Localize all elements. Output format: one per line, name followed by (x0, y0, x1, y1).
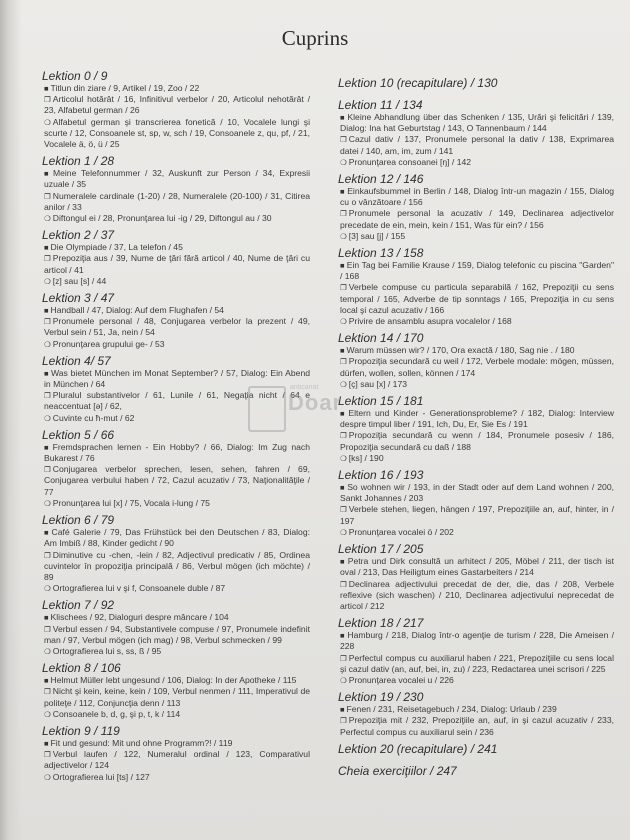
circle-icon: ❍ (44, 498, 51, 508)
topic-text: Pronunţarea consoanei [ŋ] / 142 (348, 156, 472, 167)
lesson-topic-line (340, 482, 614, 504)
lesson-topic-line (340, 579, 614, 613)
toc-lesson-entry (338, 394, 614, 464)
circle-icon: ❍ (44, 584, 51, 594)
topic-text: Pronumele personal la acuzativ / 149, Declinarea adjectivelor precedate de ein, mein, kein / 151, Was für ein? / 156 (340, 208, 614, 230)
lesson-topic-line (44, 646, 310, 657)
topic-text: Verbul laufen / 122, Numeralul ordinal / 123, Comparativul adjectivelor / 124 (44, 749, 310, 771)
lesson-topic-line (44, 83, 310, 94)
lesson-topic-line (340, 112, 614, 134)
lesson-topic-line (44, 339, 310, 350)
open-square-icon: ❐ (44, 317, 51, 327)
lesson-title: Cheia exerciţiilor / 247 (338, 763, 457, 778)
lesson-topic-line (340, 453, 614, 464)
filled-square-icon: ■ (340, 187, 346, 197)
open-square-icon: ❐ (44, 750, 51, 760)
lesson-topic-line (340, 430, 614, 452)
lesson-topic-line (44, 464, 310, 498)
lesson-topic-line (340, 260, 614, 282)
topic-text: [z] sau [s] / 44 (52, 275, 107, 286)
toc-lesson-entry (338, 468, 614, 538)
circle-icon: ❍ (44, 646, 51, 656)
toc-lesson-entry (42, 291, 310, 350)
filled-square-icon: ■ (44, 442, 51, 452)
filled-square-icon: ■ (44, 368, 49, 378)
toc-lesson-entry (338, 76, 614, 90)
circle-icon: ❍ (340, 675, 347, 685)
toc-lesson-entry (42, 228, 310, 287)
topic-text: Handball / 47, Dialog: Auf dem Flughafen / 54 (50, 305, 224, 316)
open-square-icon: ❐ (44, 687, 51, 697)
topic-text: Fremdsprachen lernen - Ein Hobby? / 66, Dialog: Im Zug nach Bukarest / 76 (44, 441, 311, 464)
toc-lesson-entry (42, 661, 310, 720)
lesson-title: Lektion 8 / 106 (42, 661, 121, 676)
lesson-topic-line (340, 208, 614, 230)
open-square-icon: ❐ (340, 283, 347, 293)
topic-text: Diftongul ei / 28, Pronunţarea lui -ig / 29, Diftongul au / 30 (52, 213, 272, 224)
topic-text: Die Olympiade / 37, La telefon / 45 (50, 242, 183, 253)
lesson-topic-line (44, 675, 310, 686)
topic-text: Hamburg / 218, Dialog într-o agenţie de turism / 228, Die Ameisen / 228 (340, 630, 614, 652)
filled-square-icon: ■ (44, 738, 49, 748)
toc-lesson-entry (42, 724, 310, 783)
topic-text: Ortografierea lui v şi f, Consoanele duble / 87 (52, 583, 226, 594)
open-square-icon: ❐ (44, 465, 51, 475)
topic-text: Alfabetul german şi transcrierea fonetică / 10, Vocalele lungi şi scurte / 12, Consoanele st, sp, w, sch / 19, Consoanele z, qu, pf, / 21, Vocalele ä, ö, ü / 25 (44, 116, 310, 150)
toc-right-column (338, 76, 614, 786)
watermark-text: Doar (288, 390, 343, 415)
lesson-title: Lektion 1 / 28 (42, 154, 115, 169)
lesson-topic-line (340, 630, 614, 652)
lesson-topic-line (44, 709, 310, 720)
lesson-topic-line (340, 653, 614, 675)
circle-icon: ❍ (44, 772, 51, 782)
toc-lesson-entry (338, 172, 614, 242)
lesson-topic-line (340, 282, 614, 316)
lesson-topic-line (44, 738, 310, 749)
topic-text: Perfectul compus cu auxiliarul haben / 221, Prepoziţiile cu sens local şi cazul dativ (an, auf, bei, in, zu) / 223, Redactarea unei scrisori / 225 (340, 652, 614, 674)
filled-square-icon: ■ (340, 631, 346, 641)
topic-text: [3] sau [j] / 155 (348, 230, 406, 241)
lesson-topic-line (340, 157, 614, 168)
topic-text: Eltern und Kinder - Generationsprobleme? / 182, Dialog: Interview despre timpul liber / 191, Ich, Du, Er, Sie Es / 191 (340, 408, 614, 430)
topic-text: Pronunţarea lui [x] / 75, Vocala i-lung / 75 (52, 497, 210, 508)
circle-icon: ❍ (340, 231, 347, 241)
lesson-title: Lektion 17 / 205 (338, 542, 424, 557)
topic-text: Ein Tag bei Familie Krause / 159, Dialog telefonic cu piscina "Garden" / 168 (340, 260, 614, 282)
topic-text: Diminutive cu -chen, -lein / 82, Adjectivul predicativ / 85, Ordinea cuvintelor în propoziţia principală / 86, Verbul mögen (ich möchte) / 89 (44, 549, 310, 582)
lesson-topic-line (340, 408, 614, 430)
filled-square-icon: ■ (44, 306, 49, 316)
open-square-icon: ❐ (340, 431, 347, 441)
filled-square-icon: ■ (340, 409, 347, 419)
lesson-title: Lektion 7 / 92 (42, 598, 115, 613)
lesson-topic-line (44, 305, 310, 316)
lesson-title: Lektion 14 / 170 (338, 331, 424, 346)
circle-icon: ❍ (44, 339, 51, 349)
lesson-title: Lektion 2 / 37 (42, 228, 115, 243)
filled-square-icon: ■ (44, 169, 51, 179)
toc-lesson-entry (42, 598, 310, 657)
lesson-topic-line (44, 527, 310, 549)
lesson-topic-line (44, 686, 310, 708)
topic-text: Titlun din ziare / 9, Artikel / 19, Zoo / 22 (50, 83, 200, 93)
filled-square-icon: ■ (340, 483, 346, 493)
topic-text: Verbele compuse cu particula separabilă / 162, Prepoziţii cu sens temporal / 165, Adverbe de tip sonntags / 165, Prepoziţia in cu sens local şi cazul acuzativ / 166 (340, 282, 614, 315)
toc-lesson-entry (338, 331, 614, 390)
open-square-icon: ❐ (340, 505, 347, 515)
topic-text: Petra und Dirk consultă un arhitect / 205, Möbel / 211, der tisch ist oval / 213, Das Heiligtum eines Gastarbeiters / 214 (340, 556, 614, 578)
open-square-icon: ❐ (44, 95, 51, 105)
toc-lesson-entry (338, 616, 614, 686)
topic-text: [ç] sau [x] / 173 (348, 378, 408, 389)
lesson-title: Lektion 16 / 193 (338, 468, 424, 483)
lesson-title: Lektion 12 / 146 (338, 172, 424, 187)
lesson-topic-line (44, 772, 310, 783)
lesson-topic-line (44, 498, 310, 509)
open-square-icon: ❐ (44, 624, 51, 634)
topic-text: Helmut Müller lebt ungesund / 106, Dialog: In der Apotheke / 115 (50, 675, 297, 686)
filled-square-icon: ■ (44, 676, 49, 686)
topic-text: So wohnen wir / 193, in der Stadt oder auf dem Land wohnen / 200, Sankt Johannes / 203 (340, 482, 614, 504)
topic-text: Einkaufsbummel in Berlin / 148, Dialog într-un magazin / 155, Dialog cu o vânzătoare / 156 (340, 186, 614, 208)
toc-lesson-entry (338, 742, 614, 756)
filled-square-icon: ■ (44, 84, 49, 93)
topic-text: Meine Telefonnummer / 32, Auskunft zur Person / 34, Expresii uzuale / 35 (44, 168, 310, 190)
lesson-topic-line (44, 624, 310, 646)
lesson-topic-line (44, 94, 310, 116)
lesson-topic-line (340, 186, 614, 208)
lesson-topic-line (44, 168, 310, 190)
lesson-title: Lektion 10 (recapitulare) / 130 (338, 76, 498, 90)
page-title: Cuprins (281, 26, 349, 50)
lesson-topic-line (340, 134, 614, 156)
topic-text: Declinarea adjectivului precedat de der, die, das / 208, Verbele reflexive (sich waschen) / 210, Declinarea adjectivului neprecedat de articol / 212 (340, 578, 614, 611)
lesson-title: Lektion 5 / 66 (42, 427, 115, 442)
watermark (248, 380, 366, 436)
topic-text: Propoziţia secundară cu weil / 172, Verbele modale: mögen, müssen, dürfen, wollen, sollen, können / 174 (340, 356, 614, 378)
topic-text: Ortografierea lui s, ss, ß / 95 (52, 645, 162, 656)
topic-text: Ortografierea lui [ts] / 127 (52, 771, 150, 782)
open-square-icon: ❐ (44, 191, 51, 201)
topic-text: Conjugarea verbelor sprechen, lesen, sehen, fahren / 69, Conjugarea verbului haben / 72, Cazul acuzativ / 73, Naţionalităţile / 77 (44, 464, 310, 497)
toc-lesson-entry (338, 542, 614, 612)
lesson-title: Lektion 15 / 181 (338, 394, 424, 409)
topic-text: Pronunţarea vocalei ö / 202 (348, 526, 454, 537)
lesson-topic-line (44, 276, 310, 287)
topic-text: Pronunţarea grupului ge- / 53 (52, 338, 165, 349)
lesson-topic-line (44, 442, 310, 464)
circle-icon: ❍ (340, 379, 347, 389)
circle-icon: ❍ (44, 214, 51, 224)
topic-text: Klischees / 92, Dialoguri despre mâncare / 104 (50, 612, 229, 623)
lesson-title: Lektion 0 / 9 (42, 69, 108, 83)
lesson-title: Lektion 6 / 79 (42, 513, 115, 528)
lesson-topic-line (44, 117, 310, 151)
lesson-title: Lektion 4/ 57 (42, 353, 111, 368)
lesson-topic-line (44, 612, 310, 623)
open-square-icon: ❐ (340, 579, 347, 589)
filled-square-icon: ■ (44, 528, 50, 538)
circle-icon: ❍ (340, 317, 347, 327)
watermark-small-text: anticariat (290, 384, 319, 391)
open-square-icon: ❐ (340, 653, 347, 663)
topic-text: Nicht şi kein, keine, kein / 109, Verbul nenmen / 111, Imperativul de politeţe / 112, Conjuncţia denn / 113 (44, 686, 310, 708)
toc-lesson-entry (42, 513, 310, 594)
toc-lesson-entry (42, 69, 310, 150)
lesson-topic-line (340, 527, 614, 538)
open-square-icon: ❐ (340, 357, 347, 367)
circle-icon: ❍ (44, 117, 51, 127)
lesson-topic-line (340, 379, 614, 390)
topic-text: Privire de ansamblu asupra vocalelor / 168 (348, 316, 512, 327)
lesson-topic-line (44, 213, 310, 224)
filled-square-icon: ■ (44, 243, 49, 253)
topic-text: Verbele stehen, liegen, hängen / 197, Prepoziţiile an, auf, hinter, in / 197 (340, 504, 614, 526)
lesson-title: Lektion 11 / 134 (338, 98, 423, 112)
topic-text: Pluralul substantivelor / 61, Lunile / 61, Negaţia nicht / 64 e neaccentuat [ə] / 62, (44, 390, 310, 412)
lesson-topic-line (340, 316, 614, 327)
topic-text: Articolul hotărât / 16, Infinitivul verbelor / 20, Articolul nehotărât / 23, Alfabetul german / 26 (44, 94, 310, 116)
topic-text: [ks] / 190 (348, 452, 384, 463)
topic-text: Verbul essen / 94, Substantivele compuse / 97, Pronumele indefinit man / 97, Verbul mögen (ich mag) / 98, Verbul schmecken / 99 (44, 623, 310, 645)
lesson-topic-line (44, 749, 310, 771)
topic-text: Cazul dativ / 137, Pronumele personal la dativ / 138, Exprimarea datei / 140, am, im, zum / 141 (340, 134, 614, 156)
toc-lesson-entry (338, 690, 614, 738)
circle-icon: ❍ (340, 157, 347, 167)
open-square-icon: ❐ (44, 391, 51, 401)
lesson-topic-line (340, 715, 614, 737)
topic-text: Propoziţia secundară cu wenn / 184, Pronumele posesiv / 186, Propoziţia secundară cu daß / 188 (340, 430, 614, 452)
topic-text: Warum müssen wir? / 170, Ora exactă / 180, Sag nie . / 180 (346, 345, 575, 356)
lesson-title: Lektion 18 / 217 (338, 616, 424, 631)
filled-square-icon: ■ (340, 346, 345, 356)
open-square-icon: ❐ (340, 135, 347, 145)
lesson-topic-line (44, 583, 310, 594)
toc-lesson-entry (42, 154, 310, 224)
circle-icon: ❍ (44, 709, 51, 719)
circle-icon: ❍ (340, 527, 347, 537)
lesson-topic-line (340, 704, 614, 715)
topic-text: Numeralele cardinale (1-20) / 28, Numeralele (20-100) / 31, Citirea anilor / 33 (44, 190, 310, 212)
open-square-icon: ❐ (44, 254, 51, 264)
topic-text: Prepoziţia aus / 39, Nume de ţări fără articol / 40, Nume de ţări cu articol / 41 (44, 253, 310, 275)
toc-lesson-entry (42, 428, 310, 509)
filled-square-icon: ■ (340, 261, 345, 271)
filled-square-icon: ■ (340, 705, 345, 715)
topic-text: Prepoziţia mit / 232, Prepoziţiile an, auf, in şi cazul acuzativ / 233, Perfectul compus cu auxiliarul sein / 236 (340, 715, 614, 737)
lesson-topic-line (44, 550, 310, 584)
lesson-title: Lektion 20 (recapitulare) / 241 (338, 741, 498, 756)
open-square-icon: ❐ (44, 550, 51, 560)
lesson-topic-line (340, 675, 614, 686)
lesson-title: Lektion 13 / 158 (338, 246, 424, 261)
topic-text: Was bietet München im Monat September? / 57, Dialog: Ein Abend in München / 64 (44, 367, 310, 390)
filled-square-icon: ■ (340, 113, 346, 122)
topic-text: Fenen / 231, Reisetagebuch / 234, Dialog: Urlaub / 239 (346, 704, 557, 715)
toc-lesson-entry (338, 246, 614, 327)
open-square-icon: ❐ (340, 716, 347, 726)
filled-square-icon: ■ (44, 613, 49, 623)
topic-text: Pronumele personal / 48, Conjugarea verbelor la prezent / 49, Verbul sein / 51, Ja, nein / 54 (44, 316, 310, 338)
lesson-title: Lektion 19 / 230 (338, 690, 424, 705)
lesson-topic-line (340, 345, 614, 356)
lesson-topic-line (44, 242, 310, 253)
topic-text: Fit und gesund: Mit und ohne Programm?! / 119 (50, 737, 233, 748)
open-square-icon: ❐ (340, 209, 347, 219)
lesson-topic-line (44, 253, 310, 275)
circle-icon: ❍ (44, 276, 51, 286)
topic-text: Pronunţarea vocalei u / 226 (348, 674, 454, 685)
binding-shadow (0, 0, 22, 840)
lesson-topic-line (44, 191, 310, 213)
toc-lesson-entry (338, 764, 614, 778)
toc-lesson-entry (338, 98, 614, 168)
watermark-book-icon (248, 386, 286, 432)
topic-text: Café Galerie / 79, Das Frühstück bei den Deutschen / 83, Dialog: Am Imbiß / 88, Kinder gedicht / 90 (44, 527, 311, 549)
lesson-topic-line (340, 556, 614, 578)
circle-icon: ❍ (340, 453, 347, 463)
lesson-title: Lektion 9 / 119 (42, 723, 120, 738)
filled-square-icon: ■ (340, 557, 346, 567)
lesson-topic-line (44, 316, 310, 338)
topic-text: Consoanele b, d, g, şi p, t, k / 114 (52, 708, 181, 719)
lesson-topic-line (340, 356, 614, 378)
lesson-topic-line (340, 231, 614, 242)
lesson-topic-line (340, 504, 614, 526)
lesson-title: Lektion 3 / 47 (42, 291, 115, 306)
topic-text: Cuvinte cu ħ-mut / 62 (52, 412, 135, 423)
topic-text: Kleine Abhandlung über das Schenken / 135, Urări şi felicitări / 139, Dialog: Ina hat Geburtstag / 143, O Tannenbaum / 144 (340, 112, 615, 134)
circle-icon: ❍ (44, 413, 51, 423)
